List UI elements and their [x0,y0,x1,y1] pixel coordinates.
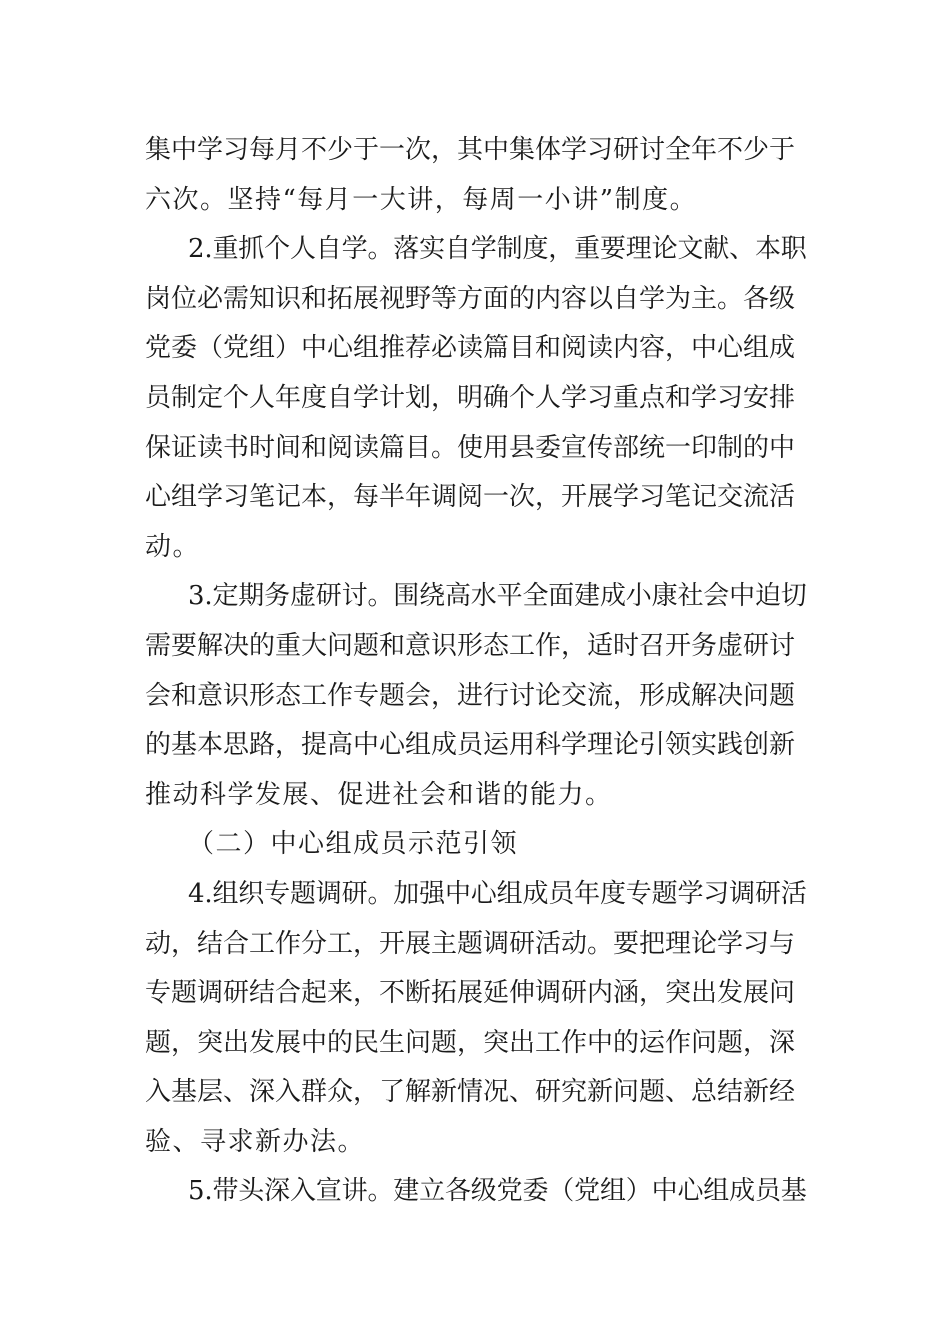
paragraph-research [145,870,807,1168]
text-line: 保证读书时间和阅读篇目。使用县委宣传部统一印制的中 [145,432,796,463]
text-line: 岗位必需知识和拓展视野等方面的内容以自学为主。各级 [145,283,796,314]
section-heading [145,820,807,870]
text-line: 六次。坚持“每月一大讲，每周一小讲”制度。 [145,184,698,215]
paragraph-continued [145,126,807,225]
paragraph-seminar [145,572,807,820]
text-line: 推动科学发展、促进社会和谐的能力。 [145,779,613,810]
text-line: 专题调研结合起来，不断拓展延伸调研内涵，突出发展问 [145,978,796,1009]
text-line: 心组学习笔记本，每半年调阅一次，开展学习笔记交流活 [145,482,796,513]
text-line: 入基层、深入群众，了解新情况、研究新问题、总结新经 [145,1077,796,1108]
heading-line: （二）中心组成员示范引领 [188,829,519,860]
text-line: 动，结合工作分工，开展主题调研活动。要把理论学习与 [145,928,796,959]
paragraph-self-study [145,225,807,572]
text-line: 4.组织专题调研。加强中心组成员年度专题学习调研活 [188,878,807,909]
text-line: 员制定个人年度自学计划，明确个人学习重点和学习安排 [145,382,796,413]
text-line: 党委（党组）中心组推荐必读篇目和阅读内容，中心组成 [145,333,796,364]
text-line: 2.重抓个人自学。落实自学制度，重要理论文献、本职 [188,234,807,265]
text-line: 验、寻求新办法。 [145,1126,366,1157]
text-line: 会和意识形态工作专题会，进行讨论交流，形成解决问题 [145,680,796,711]
text-line: 3.定期务虚研讨。围绕高水平全面建成小康社会中迫切 [188,581,807,612]
text-line: 需要解决的重大问题和意识形态工作，适时召开务虚研讨 [145,630,796,661]
document-body [145,126,807,1217]
text-line: 题，突出发展中的民生问题，突出工作中的运作问题，深 [145,1027,796,1058]
text-line: 5.带头深入宣讲。建立各级党委（党组）中心组成员基 [188,1176,807,1207]
paragraph-lecture [145,1167,807,1217]
text-line: 的基本思路，提高中心组成员运用科学理论引领实践创新 [145,730,796,761]
text-line: 动。 [145,531,201,562]
text-line: 集中学习每月不少于一次，其中集体学习研讨全年不少于 [145,135,796,165]
